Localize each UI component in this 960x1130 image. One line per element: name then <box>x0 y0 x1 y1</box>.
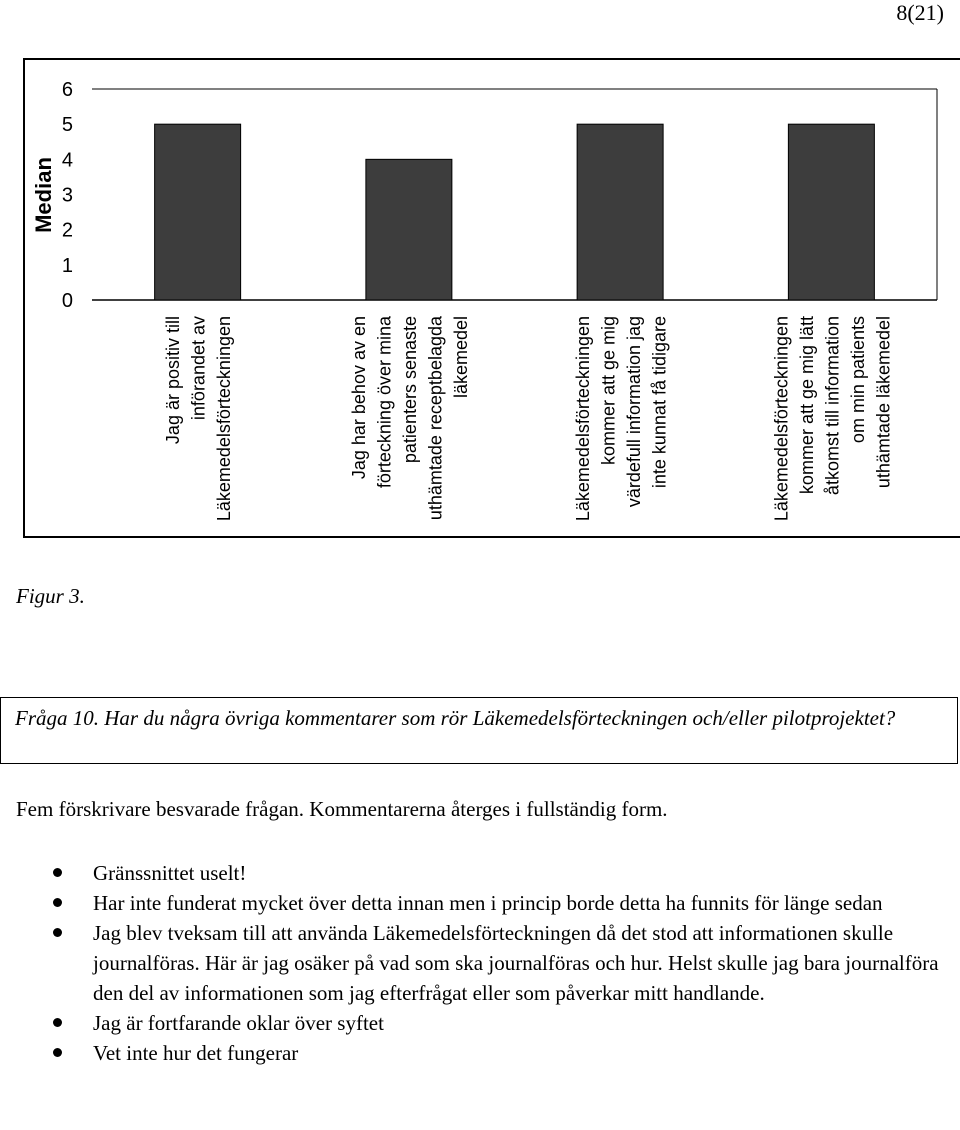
x-category-label-line: uthämtade receptbelagda <box>425 316 446 521</box>
y-tick-label: 6 <box>61 79 73 101</box>
x-category-label <box>573 316 670 521</box>
x-category-label <box>349 315 471 520</box>
comment-text: Jag blev tveksam till att använda Läkemedelsförteckningen då det stod att informationen skulle journalföras. Här är jag osäker på vad som ska journalföras och hur. Helst skulle jag bara journalföra den del av informationen som jag efterfrågat eller som påverkar mitt handlande. <box>93 921 939 1005</box>
median-bar-chart <box>23 58 960 538</box>
chart-canvas <box>25 60 960 536</box>
bar <box>366 159 452 300</box>
bar <box>577 124 663 300</box>
y-tick-label: 1 <box>61 254 73 277</box>
y-tick-label: 3 <box>61 184 73 207</box>
y-tick-label: 5 <box>61 114 73 137</box>
x-category-label-line: införandet av <box>188 316 209 421</box>
y-tick-label: 4 <box>61 149 73 172</box>
x-category-label-line: Jag är positiv till <box>163 316 184 445</box>
comment-item <box>0 888 960 918</box>
bullet-icon <box>53 928 62 937</box>
y-axis-label: Median <box>31 157 56 233</box>
x-category-label-line: åtkomst till information <box>822 316 843 496</box>
x-category-label-line: om min patients <box>847 316 868 444</box>
x-category-label-line: Jag har behov av en <box>348 316 369 480</box>
y-tick-label: 2 <box>61 219 73 242</box>
bullet-icon <box>53 898 62 907</box>
x-category-label-line: inte kunnat få tidigare <box>649 316 670 489</box>
figure-caption: Figur 3. <box>16 584 85 608</box>
x-category-label <box>163 316 234 521</box>
question-text: Fråga 10. Har du några övriga kommentarer som rör Läkemedelsförteckningen och/eller pilotprojektet? <box>15 706 896 730</box>
bullet-icon <box>53 868 62 877</box>
x-category-label-line: patienters senaste <box>399 316 420 464</box>
comment-text: Jag är fortfarande oklar över syftet <box>93 1011 384 1035</box>
bar <box>155 124 241 300</box>
x-category-label-line: Läkemedelsförteckningen <box>771 316 792 522</box>
x-category-label-line: Läkemedelsförteckningen <box>214 316 235 522</box>
comment-text: Vet inte hur det fungerar <box>93 1041 299 1065</box>
x-category-label-line: kommer att ge mig lätt <box>796 316 817 495</box>
x-category-label-line: förteckning över mina <box>374 316 395 489</box>
question-box <box>0 697 958 764</box>
bullet-icon <box>53 1048 62 1057</box>
x-category-label-line: kommer att ge mig <box>598 316 619 466</box>
y-tick-label: 0 <box>61 290 73 312</box>
comment-text: Gränssnittet uselt! <box>93 861 247 885</box>
x-category-label-line: Läkemedelsförteckningen <box>572 316 593 522</box>
x-category-label-line: värdefull information jag <box>623 316 644 508</box>
x-category-label-line: läkemedel <box>450 316 471 399</box>
comment-item <box>0 1008 960 1038</box>
comment-text: Har inte funderat mycket över detta innan men i princip borde detta ha funnits för länge sedan <box>93 891 883 915</box>
x-category-label <box>771 316 893 521</box>
comment-item <box>0 858 960 888</box>
page-number: 8(21) <box>896 0 944 25</box>
bullet-icon <box>53 1018 62 1027</box>
bar <box>788 124 874 300</box>
comment-item <box>0 1038 960 1068</box>
comment-item <box>0 918 960 1008</box>
x-category-label-line: uthämtade läkemedel <box>873 316 894 489</box>
comment-list <box>0 858 960 1068</box>
intro-text: Fem förskrivare besvarade frågan. Kommentarerna återges i fullständig form. <box>16 797 668 821</box>
